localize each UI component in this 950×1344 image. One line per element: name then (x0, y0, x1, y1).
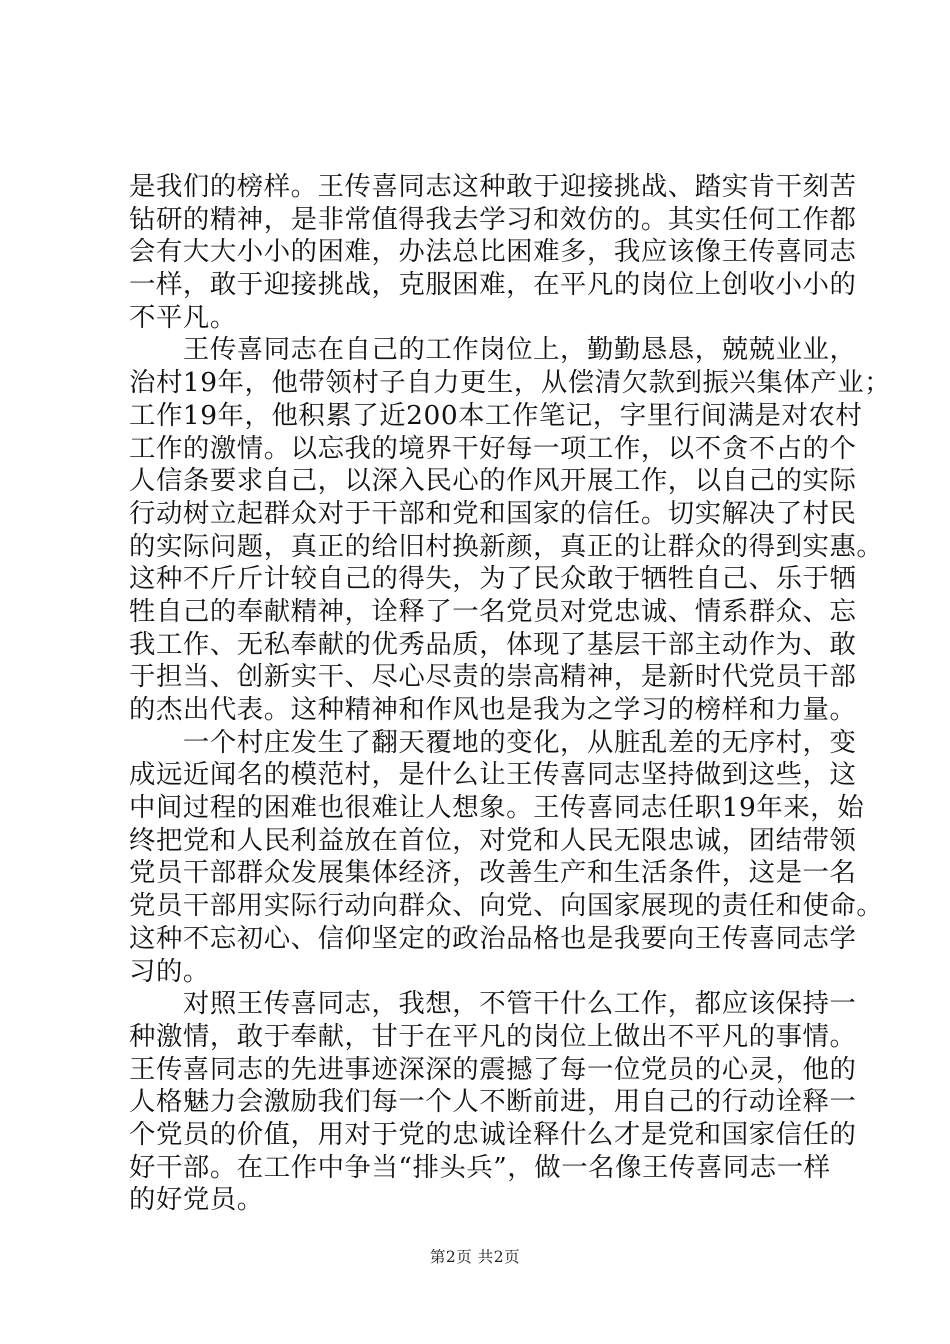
text-line: 工作19年，他积累了近200本工作笔记，字里行间满是对农村 (129, 399, 863, 431)
text-line: 一个村庄发生了翻天覆地的变化，从脏乱差的无序村，变 (129, 726, 857, 758)
text-line: 党员干部群众发展集体经济，改善生产和生活条件，这是一名 (129, 857, 857, 889)
text-line: 好干部。在工作中争当“排头兵”，做一名像王传喜同志一样 (129, 1151, 831, 1183)
text-line: 这种不忘初心、信仰坚定的政治品格也是我要向王传喜同志学 (129, 922, 857, 954)
text-line: 治村19年，他带领村子自力更生，从偿清欠款到振兴集体产业； (129, 367, 892, 399)
text-line: 钻研的精神，是非常值得我去学习和效仿的。其实任何工作都 (129, 203, 857, 235)
text-line: 对照王传喜同志，我想，不管干什么工作，都应该保持一 (129, 988, 857, 1020)
text-line: 成远近闻名的模范村，是什么让王传喜同志坚持做到这些，这 (129, 759, 857, 791)
text-line: 党员干部用实际行动向群众、向党、向国家展现的责任和使命。 (129, 890, 884, 922)
page-number-footer: 第2页 共2页 (429, 1248, 521, 1266)
text-line: 于担当、创新实干、尽心尽责的崇高精神，是新时代党员干部 (129, 661, 857, 693)
text-line: 是我们的榜样。王传喜同志这种敢于迎接挑战、踏实肯干刻苦 (129, 171, 857, 202)
text-line: 中间过程的困难也很难让人想象。王传喜同志任职19年来，始 (129, 792, 865, 824)
text-line: 一样，敢于迎接挑战，克服困难，在平凡的岗位上创收小小的 (129, 269, 857, 301)
text-line: 的好党员。 (129, 1184, 264, 1216)
document-body (129, 171, 892, 1217)
text-line: 工作的激情。以忘我的境界干好每一项工作，以不贪不占的个 (129, 432, 857, 464)
text-line: 习的。 (129, 955, 210, 987)
text-line: 的实际问题，真正的给旧村换新颜，真正的让群众的得到实惠。 (129, 530, 884, 562)
text-line: 个党员的价值，用对于党的忠诚诠释什么才是党和国家信任的 (129, 1118, 857, 1150)
text-line: 王传喜同志在自己的工作岗位上，勤勤恳恳，兢兢业业， (129, 334, 857, 366)
text-line: 种激情，敢于奉献，甘于在平凡的岗位上做出不平凡的事情。 (129, 1020, 857, 1052)
text-line: 行动树立起群众对于干部和党和国家的信任。切实解决了村民 (129, 497, 857, 529)
text-line: 不平凡。 (129, 301, 237, 333)
text-line: 人格魅力会激励我们每一个人不断前进，用自己的行动诠释一 (129, 1086, 857, 1118)
text-line: 的杰出代表。这种精神和作风也是我为之学习的榜样和力量。 (129, 694, 857, 725)
text-line: 牲自己的奉献精神，诠释了一名党员对党忠诚、情系群众、忘 (129, 595, 857, 627)
text-line: 终把党和人民利益放在首位，对党和人民无限忠诚，团结带领 (129, 824, 857, 856)
text-line: 人信条要求自己，以深入民心的作风开展工作，以自己的实际 (129, 465, 857, 497)
text-line: 王传喜同志的先进事迹深深的震撼了每一位党员的心灵，他的 (129, 1053, 857, 1085)
text-line: 这种不斤斤计较自己的得失，为了民众敢于牺牲自己、乐于牺 (129, 563, 857, 595)
text-line: 我工作、无私奉献的优秀品质，体现了基层干部主动作为、敢 (129, 628, 857, 660)
text-line: 会有大大小小的困难，办法总比困难多，我应该像王传喜同志 (129, 236, 857, 268)
